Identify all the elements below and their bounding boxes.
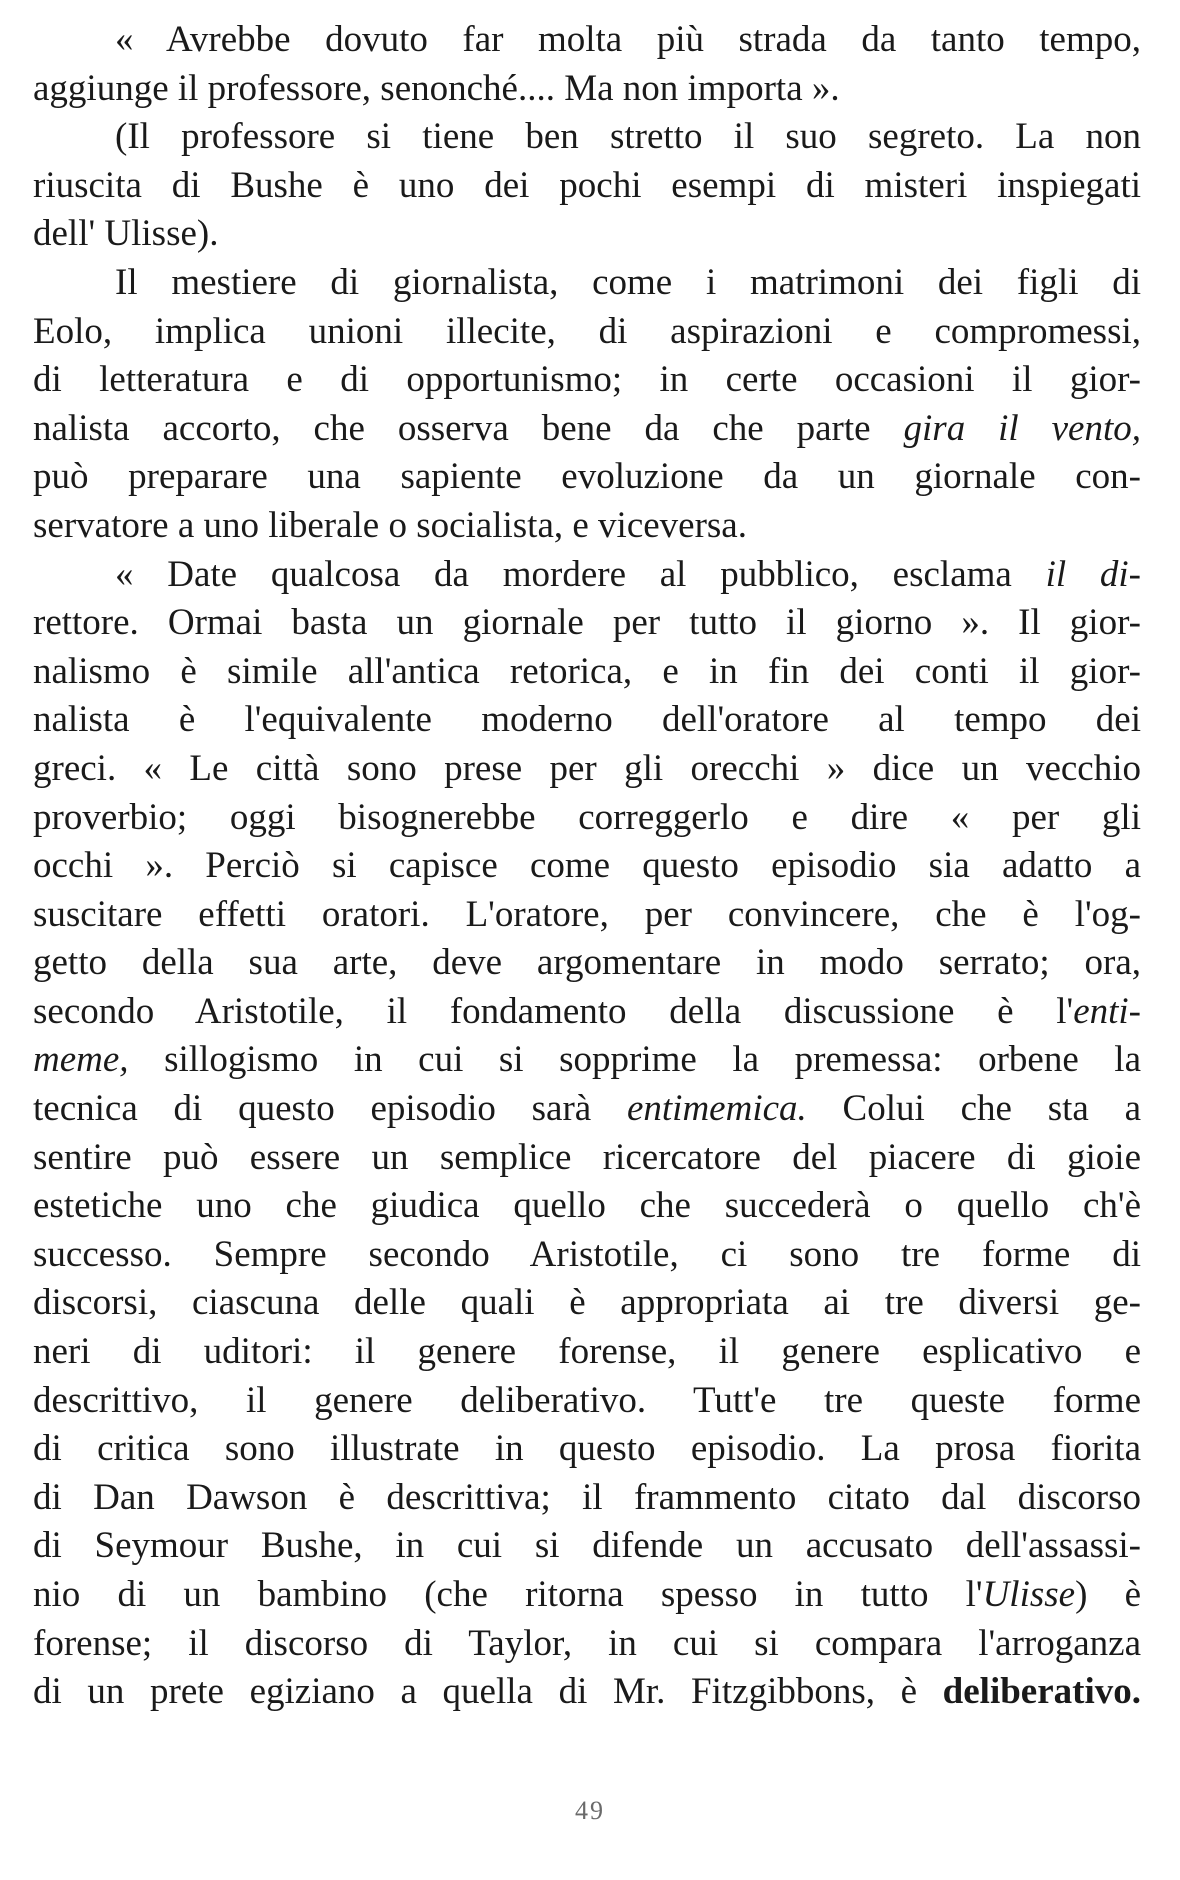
text-line [33, 1036, 1141, 1085]
book-page [33, 16, 1141, 1717]
text-line: servatore a uno liberale o socialista, e viceversa. [33, 504, 747, 546]
text-segment: « Date qualcosa da mordere al pubblico, esclama [115, 553, 1012, 595]
text-line: (Il professore si tiene ben stretto il suo segreto. La non [115, 116, 1141, 158]
bold-word: deliberativo. [942, 1671, 1142, 1713]
text-segment: ) è [1075, 1574, 1141, 1615]
text-line: suscitare effetti oratori. L'oratore, per convincere, che è l'og- [33, 893, 1141, 935]
text-line: descrittivo, il genere deliberativo. Tutt'e tre queste forme [33, 1379, 1141, 1421]
text-line: Il mestiere di giornalista, come i matrimoni dei figli di [115, 261, 1141, 303]
paragraph-2 [33, 113, 1141, 259]
text-line: successo. Sempre secondo Aristotile, ci sono tre forme di [33, 1233, 1141, 1275]
text-line [33, 1085, 1141, 1134]
text-line [33, 405, 1141, 454]
text-line: riuscita di Bushe è uno dei pochi esempi di misteri inspiegati [33, 164, 1141, 206]
italic-word: Ulisse [982, 1574, 1076, 1615]
text-line: forense; il discorso di Taylor, in cui si compara l'arroganza [33, 1622, 1141, 1664]
text-line: rettore. Ormai basta un giornale per tutto il giorno ». Il gior- [33, 602, 1141, 644]
italic-word: meme, [33, 1039, 129, 1081]
text-segment: secondo Aristotile, il fondamento della discussione è l' [33, 990, 1074, 1032]
text-line: sentire può essere un semplice ricercatore del piacere di gioie [33, 1136, 1141, 1178]
page-number: 49 [575, 1796, 605, 1825]
text-line: di critica sono illustrate in questo episodio. La prosa fiorita [33, 1428, 1141, 1470]
text-line [33, 551, 1141, 600]
text-line: discorsi, ciascuna delle quali è appropriata ai tre diversi ge- [33, 1282, 1141, 1324]
text-line: greci. « Le città sono prese per gli orecchi » dice un vecchio [33, 747, 1141, 789]
text-line: proverbio; oggi bisognerebbe correggerlo e dire « per gli [33, 796, 1141, 838]
paragraph-4 [33, 551, 1141, 1717]
text-line: dell' Ulisse). [33, 213, 219, 255]
text-segment: nalista accorto, che osserva bene da che parte [33, 407, 871, 449]
text-segment: sillogismo in cui si sopprime la premessa: orbene la [164, 1039, 1142, 1081]
text-line [33, 988, 1141, 1037]
text-line: di letteratura e di opportunismo; in certe occasioni il gior- [33, 359, 1141, 401]
text-segment: Colui che sta a [806, 1088, 1142, 1130]
paragraph-1 [33, 16, 1141, 113]
text-line: occhi ». Perciò si capisce come questo episodio sia adatto a [33, 845, 1141, 887]
paragraph-3 [33, 259, 1141, 551]
italic-word: il di- [1045, 553, 1142, 595]
text-line [33, 1668, 1141, 1717]
text-segment: di un prete egiziano a quella di Mr. Fitzgibbons, è [33, 1671, 918, 1713]
text-line: di Seymour Bushe, in cui si difende un accusato dell'assassi- [33, 1525, 1141, 1567]
text-line: getto della sua arte, deve argomentare in modo serrato; ora, [33, 942, 1141, 984]
text-line: estetiche uno che giudica quello che succederà o quello ch'è [33, 1185, 1141, 1227]
text-line [33, 1571, 1141, 1620]
text-line: nalista è l'equivalente moderno dell'oratore al tempo dei [33, 699, 1141, 741]
italic-word: enti- [1073, 990, 1141, 1032]
text-line: neri di uditori: il genere forense, il genere esplicativo e [33, 1331, 1141, 1373]
italic-phrase: gira il vento, [903, 407, 1141, 449]
text-line: « Avrebbe dovuto far molta più strada da tanto tempo, [115, 19, 1141, 60]
text-line: Eolo, implica unioni illecite, di aspirazioni e compromessi, [33, 310, 1141, 352]
text-line: nalismo è simile all'antica retorica, e in fin dei conti il gior- [33, 650, 1141, 692]
text-segment: nio di un bambino (che ritorna spesso in tutto l' [33, 1574, 983, 1615]
text-line: può preparare una sapiente evoluzione da un giornale con- [33, 456, 1141, 498]
italic-word: entimemica. [626, 1088, 807, 1130]
text-line: di Dan Dawson è descrittiva; il frammento citato dal discorso [33, 1476, 1141, 1518]
text-line: aggiunge il professore, senonché.... Ma non importa ». [33, 67, 840, 109]
text-segment: tecnica di questo episodio sarà [33, 1088, 592, 1130]
